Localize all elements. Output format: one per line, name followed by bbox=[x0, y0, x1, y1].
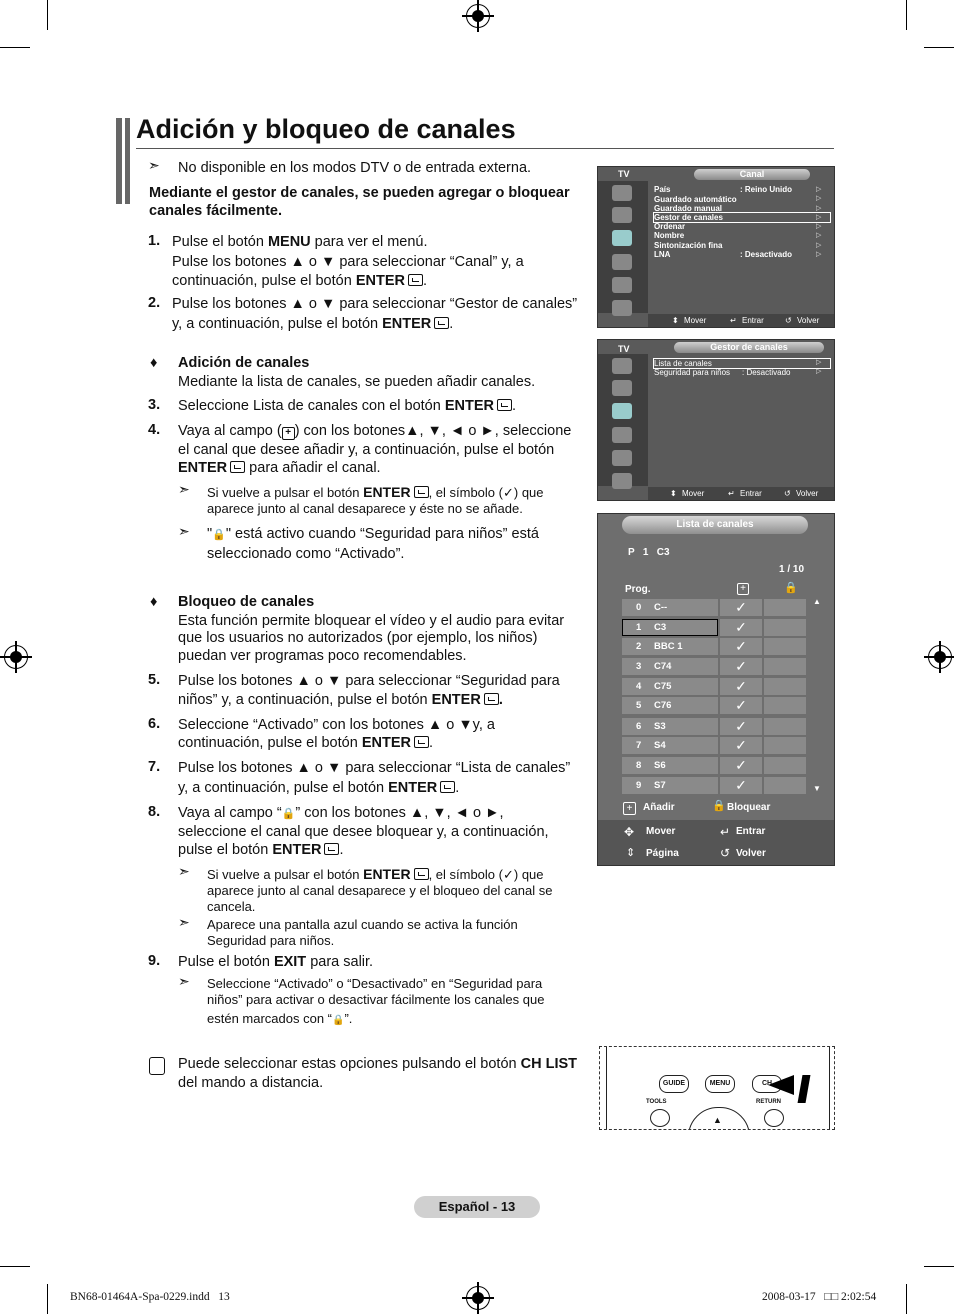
menu-item[interactable]: Sintonización fina bbox=[654, 241, 723, 250]
channel-icon bbox=[612, 230, 632, 246]
crop-mark bbox=[906, 0, 907, 30]
footer-move: Mover bbox=[684, 316, 707, 325]
note-top: No disponible en los modos DTV o de entrada externa. bbox=[178, 160, 532, 176]
lock-note-3-line-1: Seleccione “Activado” o “Desactivado” en “Seguridad para bbox=[207, 976, 543, 991]
lock-cell[interactable] bbox=[764, 678, 806, 695]
enter-icon: ↵ bbox=[720, 825, 731, 839]
slug-right: 2008-03-17 □□ 2:02:54 bbox=[762, 1291, 877, 1303]
remote-tools-label: TOOLS bbox=[646, 1099, 667, 1105]
lock-note-1-line-2: aparece junto al canal desaparece y el bloqueo del canal se bbox=[207, 883, 553, 898]
menu-item-selected[interactable]: Lista de canales bbox=[654, 359, 830, 368]
add-field-icon: + bbox=[282, 427, 295, 440]
lock-icon: 🔒 bbox=[281, 808, 296, 820]
step-number: 1. bbox=[148, 233, 161, 249]
menu-footer bbox=[648, 487, 834, 500]
step-number: 9. bbox=[148, 953, 161, 969]
page-number-badge: Español - 13 bbox=[414, 1196, 540, 1218]
step-8-line-1: Vaya al campo “🔒” con los botones ▲, ▼, ◄ o ►, bbox=[178, 805, 504, 821]
menu-item[interactable]: Guardado automático bbox=[654, 195, 737, 204]
lock-note-3-line-2: niños” para activar o desactivar fácilmente los canales que bbox=[207, 992, 545, 1007]
menu-item[interactable]: Seguridad para niños : Desactivado bbox=[654, 368, 791, 377]
lock-note-3-line-3: estén marcados con “🔒”. bbox=[207, 1011, 353, 1026]
lock-cell[interactable] bbox=[764, 718, 806, 735]
step-number: 3. bbox=[148, 397, 161, 413]
crop-mark bbox=[924, 47, 954, 48]
return-icon: ↺ bbox=[785, 316, 792, 325]
channel-list-footer bbox=[598, 820, 834, 865]
crop-mark bbox=[47, 0, 48, 30]
menu-header: Lista de canales bbox=[622, 516, 808, 534]
crop-mark bbox=[47, 1284, 48, 1314]
application-icon bbox=[612, 473, 632, 489]
menu-item[interactable]: Ordenar bbox=[654, 222, 686, 231]
tip-line-1: Puede seleccionar estas opciones pulsando el botón CH LIST bbox=[178, 1056, 577, 1072]
page-title: Adición y bloqueo de canales bbox=[136, 114, 516, 144]
add-note-1-line-1: Si vuelve a pulsar el botón ENTER , el símbolo (✓) que bbox=[207, 484, 544, 500]
picture-icon bbox=[612, 185, 632, 201]
title-rule bbox=[136, 148, 834, 149]
note-arrow-icon: ➣ bbox=[178, 973, 190, 989]
crop-mark bbox=[906, 1284, 907, 1314]
step-5-line-1: Pulse los botones ▲ o ▼ para seleccionar “Seguridad para bbox=[178, 673, 560, 689]
add-note-2-line-1: "🔒" está activo cuando “Seguridad para niños” está bbox=[207, 526, 539, 542]
enter-icon bbox=[414, 868, 429, 880]
lock-cell[interactable] bbox=[764, 697, 806, 714]
enter-icon bbox=[414, 486, 429, 498]
scroll-up-icon[interactable]: ▲ bbox=[813, 597, 821, 606]
legend-add: Añadir bbox=[643, 802, 675, 813]
step-1-line-3: continuación, pulse el botón ENTER . bbox=[172, 273, 427, 289]
crop-mark bbox=[0, 47, 30, 48]
footer-page: Página bbox=[646, 848, 679, 859]
lock-note-2-line-1: Aparece una pantalla azul cuando se activa la función bbox=[207, 917, 518, 932]
add-icon: + bbox=[623, 802, 636, 815]
step-3: Seleccione Lista de canales con el botón ENTER . bbox=[178, 398, 517, 414]
add-description: Mediante la lista de canales, se pueden añadir canales. bbox=[178, 374, 536, 390]
step-number: 6. bbox=[148, 716, 161, 732]
lock-desc-3: puedan ver programas poco recomendables. bbox=[178, 648, 467, 664]
remote-return-label: RETURN bbox=[756, 1099, 781, 1105]
menu-item-selected[interactable]: Gestor de canales bbox=[654, 213, 830, 222]
footer-move: Mover bbox=[682, 489, 705, 498]
check-icon[interactable]: ✓ bbox=[720, 757, 762, 774]
step-2-line-1: Pulse los botones ▲ o ▼ para seleccionar “Gestor de canales” bbox=[172, 296, 578, 312]
setup-icon bbox=[612, 254, 632, 270]
remote-control-illustration bbox=[599, 1046, 835, 1130]
footer-enter: Entrar bbox=[740, 489, 762, 498]
lock-cell[interactable] bbox=[764, 777, 806, 794]
lock-cell[interactable] bbox=[764, 638, 806, 655]
remote-menu-button: MENU bbox=[705, 1075, 735, 1093]
footer-back: Volver bbox=[796, 489, 819, 498]
input-icon bbox=[612, 450, 632, 466]
note-arrow-icon: ➣ bbox=[178, 914, 190, 930]
footer-enter: Entrar bbox=[736, 826, 766, 837]
registration-mark-icon bbox=[4, 645, 28, 669]
remote-chlist-button: CH bbox=[752, 1075, 782, 1093]
menu-item[interactable]: LNA : Desactivado bbox=[654, 250, 793, 259]
step-number: 5. bbox=[148, 672, 161, 688]
step-4-line-3: ENTER para añadir el canal. bbox=[178, 460, 381, 476]
menu-item[interactable]: País : Reino Unido bbox=[654, 185, 792, 194]
step-6-line-2: continuación, pulse el botón ENTER . bbox=[178, 735, 433, 751]
lock-note-1-line-1: Si vuelve a pulsar el botón ENTER , el símbolo (✓) que bbox=[207, 866, 544, 882]
footer-enter: Entrar bbox=[742, 316, 764, 325]
osd-menu-canal bbox=[597, 166, 835, 328]
enter-icon bbox=[497, 399, 512, 411]
check-icon[interactable]: ✓ bbox=[720, 718, 762, 735]
step-6-line-1: Seleccione “Activado” con los botones ▲ o ▼y, a bbox=[178, 717, 495, 733]
enter-icon bbox=[484, 693, 499, 705]
lock-icon: 🔒 bbox=[332, 1015, 345, 1026]
remote-tools-button bbox=[650, 1109, 670, 1127]
tv-label: TV bbox=[618, 169, 630, 179]
intro-text: Mediante el gestor de canales, se pueden agregar o bloquear canales fácilmente. bbox=[149, 185, 570, 219]
move-icon: ✥ bbox=[624, 825, 635, 839]
legend-lock: Bloquear bbox=[727, 802, 771, 813]
step-2-line-2: y, a continuación, pulse el botón ENTER . bbox=[172, 316, 454, 332]
check-icon[interactable]: ✓ bbox=[720, 678, 762, 695]
step-number: 8. bbox=[148, 804, 161, 820]
add-column-icon: + bbox=[737, 583, 749, 595]
arrow-up-icon: ▲ bbox=[713, 1115, 722, 1125]
column-prog: Prog. bbox=[625, 584, 651, 595]
note-arrow-icon: ➣ bbox=[178, 523, 190, 539]
page-indicator: 1 / 10 bbox=[779, 564, 805, 575]
current-channel: P 1 C3 bbox=[628, 547, 670, 558]
step-1-line-1: Pulse el botón MENU para ver el menú. bbox=[172, 234, 428, 250]
setup-icon bbox=[612, 427, 632, 443]
osd-channel-list: Lista de canales P 1 C3 1 / 10 Prog. + 🔒 0 C-- ✓ 1 C3 ✓ 2 BBC 1 ✓ 3 C74 ✓ 4 C75 ✓ 5 C76 ✓ 6 S3 ✓ 7 S4 ✓ 8 S6 ✓ 9 S7 ✓ ▲ ▼ + Añadir 🔒 Bloquear ✥ Mover ↵ Entrar ⇕ Página ↺ Volver bbox=[597, 513, 835, 866]
enter-icon bbox=[324, 843, 339, 855]
sound-icon bbox=[612, 207, 632, 223]
bullet: ♦ bbox=[150, 355, 158, 371]
enter-icon bbox=[408, 274, 423, 286]
check-icon[interactable]: ✓ bbox=[720, 619, 762, 636]
application-icon bbox=[612, 300, 632, 316]
menu-header: Canal bbox=[694, 169, 810, 180]
check-icon: ✓ bbox=[502, 867, 514, 882]
step-9: Pulse el botón EXIT para salir. bbox=[178, 954, 374, 970]
footer-back: Volver bbox=[797, 316, 820, 325]
lock-note-1-line-3: cancela. bbox=[207, 899, 256, 914]
check-icon[interactable]: ✓ bbox=[720, 737, 762, 754]
lock-cell[interactable] bbox=[764, 619, 806, 636]
page-icon: ⇕ bbox=[626, 847, 636, 859]
lock-cell[interactable] bbox=[764, 599, 806, 616]
footer-move: Mover bbox=[646, 826, 676, 837]
step-4-line-1: Vaya al campo ( + ) con los botones▲, ▼, ◄ o ►, seleccione bbox=[178, 423, 572, 439]
lock-column-icon: 🔒 bbox=[784, 582, 798, 594]
step-7-line-1: Pulse los botones ▲ o ▼ para seleccionar “Lista de canales” bbox=[178, 760, 571, 776]
step-number: 7. bbox=[148, 759, 161, 775]
add-note-2-line-2: seleccionado como “Activado”. bbox=[207, 546, 405, 562]
step-5-line-2: niños” y, a continuación, pulse el botón ENTER . bbox=[178, 692, 503, 708]
crop-mark bbox=[0, 1266, 30, 1267]
check-icon[interactable]: ✓ bbox=[720, 599, 762, 616]
return-icon: ↺ bbox=[784, 489, 791, 498]
note-arrow-icon: ➣ bbox=[178, 863, 190, 879]
tip-line-2: del mando a distancia. bbox=[178, 1075, 324, 1091]
section-heading-add: Adición de canales bbox=[178, 355, 310, 371]
return-icon: ↺ bbox=[720, 846, 731, 860]
lock-cell[interactable] bbox=[764, 658, 806, 675]
lock-note-2-line-2: Seguridad para niños. bbox=[207, 933, 335, 948]
registration-mark-icon bbox=[928, 645, 952, 669]
lock-cell[interactable] bbox=[764, 737, 806, 754]
picture-icon bbox=[612, 358, 632, 374]
menu-item[interactable]: Guardado manual bbox=[654, 204, 723, 213]
add-note-1-line-2: aparece junto al canal desaparece y éste no se añade. bbox=[207, 501, 523, 516]
enter-icon bbox=[414, 736, 429, 748]
menu-footer bbox=[648, 314, 834, 327]
pointer-arrow-icon bbox=[768, 1075, 794, 1095]
osd-menu-gestor bbox=[597, 339, 835, 501]
lock-icon: 🔒 bbox=[212, 529, 226, 541]
check-icon: ✓ bbox=[502, 485, 514, 500]
lock-cell[interactable] bbox=[764, 757, 806, 774]
lock-icon: 🔒 bbox=[712, 800, 726, 812]
menu-header: Gestor de canales bbox=[674, 342, 824, 353]
step-number: 2. bbox=[148, 295, 161, 311]
remote-return-button bbox=[764, 1109, 784, 1127]
arrow-right-icon: ▷ ▷ ▷ ▷ ▷ ▷ ▷ ▷ bbox=[816, 186, 822, 259]
channel-icon bbox=[612, 403, 632, 419]
menu-item[interactable]: Nombre bbox=[654, 231, 685, 240]
check-icon[interactable]: ✓ bbox=[720, 697, 762, 714]
sound-icon bbox=[612, 380, 632, 396]
title-bar-stripe bbox=[122, 118, 125, 204]
registration-mark-icon bbox=[466, 1286, 490, 1310]
registration-mark-icon bbox=[466, 4, 490, 28]
move-icon: ⬍ bbox=[670, 489, 677, 498]
enter-icon: ↵ bbox=[728, 489, 735, 498]
bullet: ♦ bbox=[150, 594, 158, 610]
footer-back: Volver bbox=[736, 848, 766, 859]
step-1-line-2: Pulse los botones ▲ o ▼ para seleccionar “Canal” y, a bbox=[172, 254, 524, 270]
enter-icon bbox=[440, 781, 455, 793]
crop-mark bbox=[924, 1266, 954, 1267]
input-icon bbox=[612, 277, 632, 293]
step-7-line-2: y, a continuación, pulse el botón ENTER . bbox=[178, 780, 460, 796]
enter-icon bbox=[230, 461, 245, 473]
check-icon[interactable]: ✓ bbox=[720, 777, 762, 794]
enter-icon: ↵ bbox=[730, 316, 737, 325]
enter-icon bbox=[434, 317, 449, 329]
check-icon[interactable]: ✓ bbox=[720, 638, 762, 655]
move-icon: ⬍ bbox=[672, 316, 679, 325]
tip-hand-icon bbox=[149, 1057, 165, 1075]
section-heading-lock: Bloqueo de canales bbox=[178, 594, 315, 610]
note-arrow-icon: ➣ bbox=[178, 481, 190, 497]
lock-desc-1: Esta función permite bloquear el vídeo y el audio para evitar bbox=[178, 613, 565, 629]
note-arrow-icon: ➣ bbox=[148, 157, 160, 173]
step-8-line-2: seleccione el canal que desee bloquear y, a continuación, bbox=[178, 824, 549, 840]
scroll-down-icon[interactable]: ▼ bbox=[813, 784, 821, 793]
arrow-right-icon: ▷ ▷ bbox=[816, 359, 822, 376]
step-4-line-2: el canal que desee añadir y, a continuación, pulse el botón bbox=[178, 442, 555, 458]
remote-guide-button: GUIDE bbox=[659, 1075, 689, 1093]
lock-desc-2: que los usuarios no autorizados (por ejemplo, los niños) bbox=[178, 630, 538, 646]
check-icon[interactable]: ✓ bbox=[720, 658, 762, 675]
step-number: 4. bbox=[148, 422, 161, 438]
tv-label: TV bbox=[618, 344, 630, 354]
slug-left: BN68-01464A-Spa-0229.indd 13 bbox=[70, 1291, 230, 1303]
step-8-line-3: pulse el botón ENTER . bbox=[178, 842, 344, 858]
